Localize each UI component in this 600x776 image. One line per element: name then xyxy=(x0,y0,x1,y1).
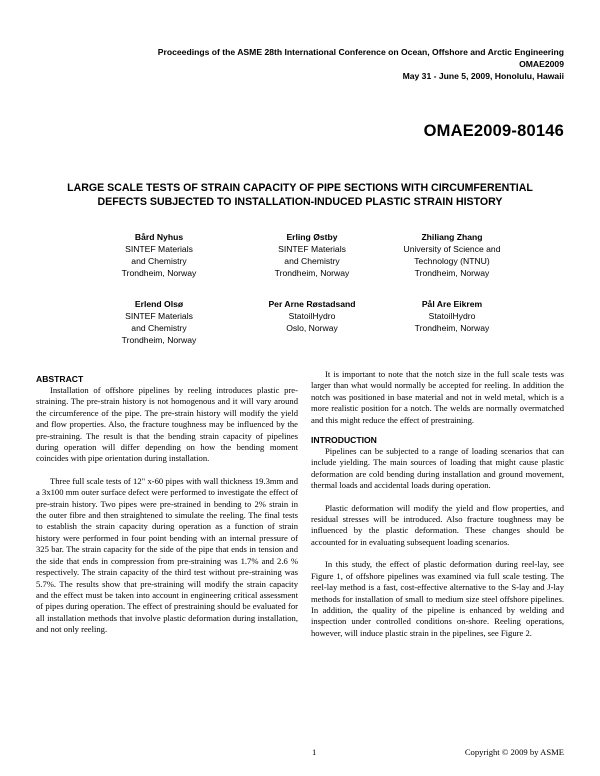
body-paragraph: In this study, the effect of plastic deformation during reel-lay, see Figure 1, of offshore pipelines was examined via full scale testing. The reel-lay method is a fast, cost-effective alternative to the S-lay and J-lay methods for installation of small to medium size steel offshore pipelines. In addition, the quality of the pipeline is enhanced by welding and inspection under controlled conditions on-shore. Reeling operations, however, will induce plastic strain in the pipelines, see Figure 2. xyxy=(311,559,564,638)
page-number: 1 xyxy=(312,747,317,757)
conference-dates: May 31 - June 5, 2009, Honolulu, Hawaii xyxy=(402,71,564,81)
author-name: Per Arne Røstadsand xyxy=(268,299,356,309)
author-name: Pål Are Eikrem xyxy=(421,299,483,309)
author-affiliation: StatoilHydro xyxy=(288,311,336,321)
author-name: Erlend Olsø xyxy=(134,299,184,309)
author-affiliation: and Chemistry xyxy=(284,256,340,266)
author-name: Zhiliang Zhang xyxy=(421,232,483,242)
author-location: Trondheim, Norway xyxy=(121,335,197,345)
author-block xyxy=(237,231,387,279)
introduction-heading: INTRODUCTION xyxy=(311,435,377,446)
author-block xyxy=(84,298,234,346)
author-location: Trondheim, Norway xyxy=(414,323,490,333)
abstract-paragraph: Three full scale tests of 12" x-60 pipes with wall thickness 19.3mm and a 3x100 mm outer surface defect were performed to investigate the effect of pre-strain history. Two pipes were pre-strained in bending to 2% strain in the outer fibre and then straightened to simulate the reeling. The final tests to establish the strain capacity during operation as a function of strain history were performed in four point bending with an internal pressure of 325 bar. The strain capacity for the side of the pipe that ends in tension and the side that ends in compression from pre-straining was 1.7% and 2.6 % respectively. The strain capacity of the third test without pre-straining was 5.7%. The results show that pre-straining will modify the strain capacity and the effect must be taken into account in engineering critical assessment of pipes during operation. The effect of prestraining should be evaluated for all installation methods that involve plastic deformation during installation, and not only reeling. xyxy=(36,475,298,635)
author-location: Trondheim, Norway xyxy=(414,268,490,278)
copyright-notice: Copyright © 2009 by ASME xyxy=(464,747,564,757)
paper-id: OMAE2009-80146 xyxy=(423,122,564,140)
author-block xyxy=(377,298,527,334)
paper-title xyxy=(30,181,570,209)
abstract-paragraph: Installation of offshore pipelines by reeling introduces plastic pre-straining. The pre-strain history is not homogenous and it will vary around the circumference of the pipe. The pre-strain history will modify the yield and flow properties. Also, the fracture toughness may be influenced by the pre-straining. The result is that the bending strain capacity of pipelines during operation will differ depending on how the bending moment coincides with pipe orientation during installation. xyxy=(36,385,298,464)
author-block xyxy=(377,231,527,279)
author-affiliation: StatoilHydro xyxy=(428,311,476,321)
author-affiliation: and Chemistry xyxy=(131,323,187,333)
body-paragraph: Plastic deformation will modify the yield and flow properties, and residual stresses will be introduced. Also fracture toughness may be influenced by the plastic deformation. These changes should be accounted for in evaluating subsequent loading scenarios. xyxy=(311,502,564,547)
author-affiliation: University of Science and xyxy=(403,244,501,254)
author-affiliation: Technology (NTNU) xyxy=(414,256,490,266)
left-column xyxy=(36,373,298,636)
author-location: Trondheim, Norway xyxy=(121,268,197,278)
author-block xyxy=(237,298,387,334)
proceedings-header xyxy=(44,46,564,82)
right-column xyxy=(311,369,564,639)
author-name: Erling Østby xyxy=(286,232,338,242)
author-name: Bård Nyhus xyxy=(134,232,184,242)
author-affiliation: and Chemistry xyxy=(131,256,187,266)
author-affiliation: SINTEF Materials xyxy=(125,244,193,254)
author-affiliation: SINTEF Materials xyxy=(278,244,346,254)
abstract-heading: ABSTRACT xyxy=(36,374,84,384)
body-paragraph: Pipelines can be subjected to a range of loading scenarios that can include yielding. The main sources of loading that might cause plastic deformation are cold bending during installation and ground movement, thermal loads and accidental loads during operation. xyxy=(311,446,564,491)
author-block xyxy=(84,231,234,279)
author-location: Oslo, Norway xyxy=(286,323,338,333)
author-location: Trondheim, Norway xyxy=(274,268,350,278)
body-paragraph: It is important to note that the notch size in the full scale tests was larger than what would normally be accepted for reeling. In addition the notch was positioned in base material and not in weld metal, which is a more realistic position for a notch. The welds are normally overmatched and this might reduce the effect of prestraining. xyxy=(311,369,564,425)
conference-name: Proceedings of the ASME 28th International Conference on Ocean, Offshore and Arctic Engineering xyxy=(157,47,564,57)
conference-acronym: OMAE2009 xyxy=(519,59,564,69)
author-affiliation: SINTEF Materials xyxy=(125,311,193,321)
title-line: DEFECTS SUBJECTED TO INSTALLATION-INDUCED PLASTIC STRAIN HISTORY xyxy=(97,196,503,208)
title-line: LARGE SCALE TESTS OF STRAIN CAPACITY OF PIPE SECTIONS WITH CIRCUMFERENTIAL xyxy=(67,182,533,194)
